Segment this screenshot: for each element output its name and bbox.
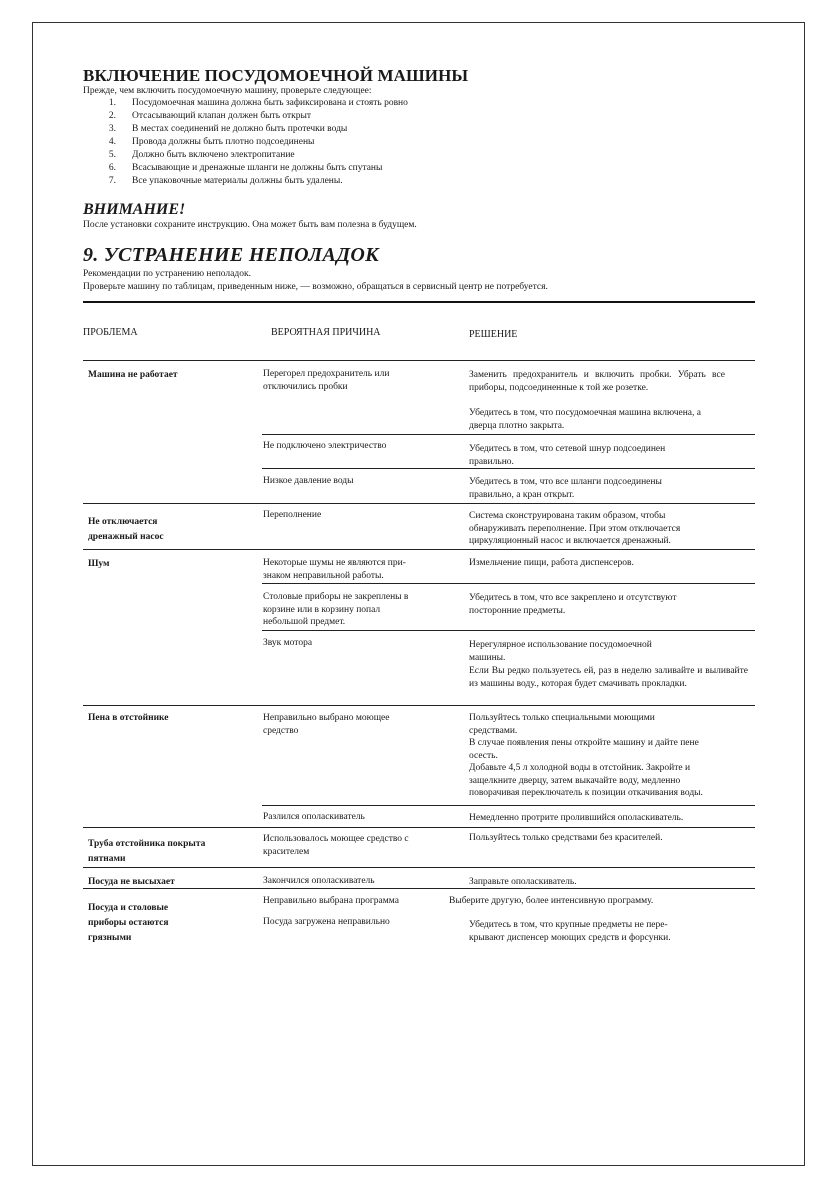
intro-text: Прежде, чем включить посудомоечную машину, проверьте следующее: [83, 86, 372, 96]
row-divider [83, 827, 755, 828]
row-divider [83, 705, 755, 706]
troubleshooting-note: Проверьте машину по таблицам, приведенным ниже, — возможно, обращаться в сервисный центр не потребуется. [83, 282, 548, 292]
solution-cell: Пользуйтесь только средствами без красителей. [469, 833, 663, 843]
list-item: 3. В местах соединений не должно быть протечки воды [108, 124, 348, 134]
problem-cell: Посуда и столовые приборы остаются грязными [88, 903, 169, 943]
cause-cell: Неправильно выбрано моющее средство [263, 713, 390, 736]
attention-title: ВНИМАНИЕ! [83, 201, 186, 218]
column-header-problem: ПРОБЛЕМА [83, 327, 138, 338]
cause-cell: Разлился ополаскиватель [263, 812, 365, 822]
troubleshooting-title: 9. УСТРАНЕНИЕ НЕПОЛАДОК [83, 244, 379, 266]
solution-cell: Заправьте ополаскиватель. [469, 877, 577, 887]
cause-cell: Не подключено электричество [263, 441, 387, 451]
troubleshooting-subtitle: Рекомендации по устранению неполадок. [83, 269, 251, 279]
problem-cell: Труба отстойника покрыта пятнами [88, 839, 206, 864]
cause-cell: Неправильно выбрана программа [263, 896, 399, 906]
cause-cell: Переполнение [263, 510, 322, 520]
row-divider [83, 867, 755, 868]
column-header-cause: ВЕРОЯТНАЯ ПРИЧИНА [271, 327, 381, 338]
solution-cell: Убедитесь в том, что все шланги подсоединены правильно, а кран открыт. [469, 477, 662, 500]
list-item: 1. Посудомоечная машина должна быть зафиксирована и стоять ровно [108, 98, 408, 108]
attention-text: После установки сохраните инструкцию. Она может быть вам полезна в будущем. [83, 220, 417, 230]
cause-cell: Закончился ополаскиватель [263, 876, 375, 886]
checklist [83, 97, 408, 188]
solution-cell: Убедитесь в том, что сетевой шнур подсоединен правильно. [469, 444, 666, 467]
list-item: 2. Отсасывающий клапан должен быть открыт [108, 111, 312, 121]
solution-cell: Убедитесь в том, что все закреплено и отсутствуют посторонние предметы. [469, 593, 677, 616]
problem-cell: Шум [88, 559, 110, 569]
list-item: 6. Всасывающие и дренажные шланги не должны быть спутаны [108, 163, 383, 173]
cause-cell: Перегорел предохранитель или отключились пробки [263, 369, 390, 392]
solution-cell: Пользуйтесь только специальными моющими средствами. В случае появления пены откройте машину и дайте пене осесть. Добавьте 4,5 л холодной воды в отстойник. Закройте и защелкните дверцу, затем выкачайте воду, медленно поворачивая переключатель к позиции откачивания воды. [469, 713, 703, 798]
solution-cell: Немедленно протрите пролившийся ополаскиватель. [469, 813, 684, 823]
row-divider [83, 888, 755, 889]
solution-cell: Нерегулярное использование посудомоечной машины. [469, 640, 652, 663]
cause-cell: Некоторые шумы не являются при- знаком неправильной работы. [263, 558, 406, 581]
problem-cell: Машина не работает [88, 370, 178, 380]
list-item: 7. Все упаковочные материалы должны быть удалены. [108, 176, 343, 186]
cause-cell: Использовалось моющее средство с красителем [263, 834, 409, 857]
row-divider [83, 503, 755, 504]
list-item: 5. Должно быть включено электропитание [108, 150, 295, 160]
problem-cell: Посуда не высыхает [88, 877, 175, 887]
row-divider [83, 360, 755, 361]
cause-cell: Звук мотора [263, 638, 313, 648]
cause-cell: Посуда загружена неправильно [263, 917, 390, 927]
column-header-solution: РЕШЕНИЕ [469, 329, 518, 340]
solution-cell: Выберите другую, более интенсивную программу. [449, 896, 654, 906]
row-divider [83, 549, 755, 550]
page-border [32, 22, 805, 1166]
row-divider [262, 630, 755, 631]
header-rule [83, 301, 755, 303]
solution-cell: Убедитесь в том, что крупные предметы не пере- крывают диспенсер моющих средств и форсунки. [469, 920, 671, 943]
solution-cell: Заменить предохранитель и включить пробки. Убрать все приборы, подсоединенные к той же розетке. [469, 370, 725, 393]
row-divider [262, 805, 755, 806]
row-divider [262, 434, 755, 435]
solution-cell: Измельчение пищи, работа диспенсеров. [469, 558, 634, 568]
solution-cell: Система сконструирована таким образом, чтобы обнаруживать переполнение. При этом отключается циркуляционный насос и включается дренажный. [469, 511, 681, 546]
solution-cell: Убедитесь в том, что посудомоечная машина включена, а дверца плотно закрыта. [469, 408, 701, 431]
problem-cell: Пена в отстойнике [88, 713, 169, 723]
row-divider [262, 468, 755, 469]
cause-cell: Низкое давление воды [263, 476, 354, 486]
solution-cell: Если Вы редко пользуетесь ей, раз в неделю заливайте и выливайте из машины воду., которая будет смачивать прокладки. [469, 666, 748, 689]
row-divider [262, 583, 755, 584]
cause-cell: Столовые приборы не закреплены в корзине или в корзину попал небольшой предмет. [263, 592, 409, 627]
problem-cell: Не отключается дренажный насос [88, 517, 164, 542]
section-heading: ВКЛЮЧЕНИЕ ПОСУДОМОЕЧНОЙ МАШИНЫ [83, 66, 469, 85]
list-item: 4. Провода должны быть плотно подсоединены [108, 137, 315, 147]
